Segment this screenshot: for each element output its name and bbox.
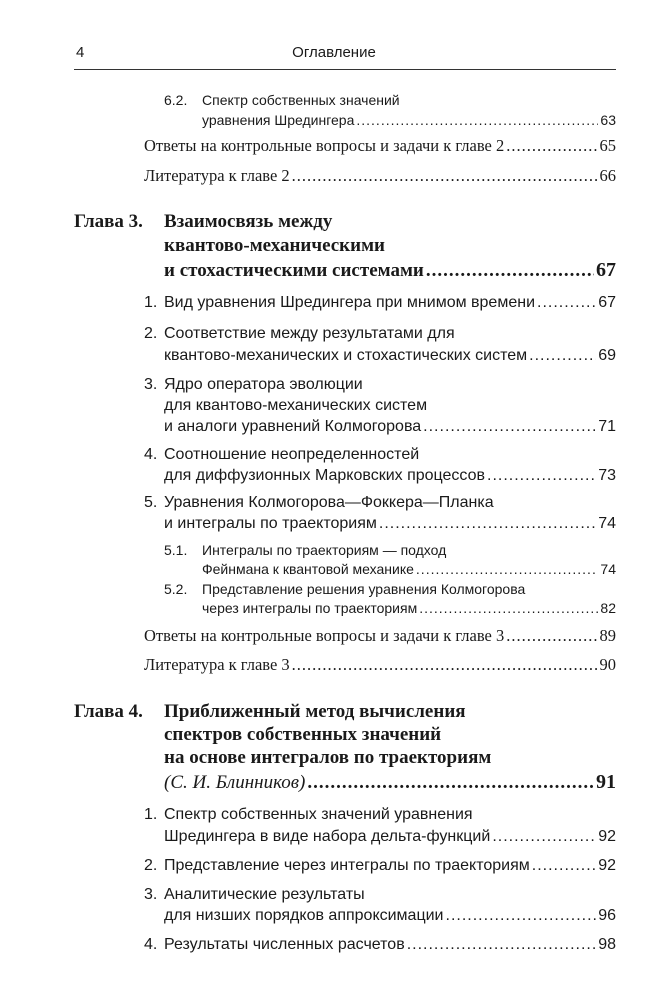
chapter-title-line: Приближенный метод вычисления <box>164 701 466 722</box>
chapter-title-line: спектров собственных значений <box>164 724 442 745</box>
entry-title-line: и аналоги уравнений Колмогорова <box>164 418 422 435</box>
leader-dots <box>307 772 594 794</box>
entry-title-line: уравнения Шредингера <box>202 112 355 128</box>
entry-title-line: Вид уравнения Шредингера при мнимом времени <box>164 294 535 311</box>
entry-title-line: Представление через интегралы по траекториям <box>164 857 530 874</box>
entry-title-line: для диффузионных Марковских процессов <box>164 467 485 484</box>
entry-title-line: квантово-механических и стохастических систем <box>164 347 528 364</box>
chapter-title-line: на основе интегралов по траекториям <box>164 747 492 768</box>
chapter-title-line: Взаимосвязь между <box>164 211 333 232</box>
entry-number: 2. <box>144 325 158 342</box>
leader-dots <box>487 467 596 485</box>
entry-number: 3. <box>144 376 158 393</box>
entry-page: 74 <box>600 561 616 577</box>
leader-dots <box>416 561 599 577</box>
leader-dots <box>419 600 598 616</box>
leader-dots <box>532 857 596 875</box>
entry-title-line: Ответы на контрольные вопросы и задачи к главе 2 <box>144 136 505 155</box>
entry-page: 82 <box>600 600 616 616</box>
entry-title-line: Результаты численных расчетов <box>164 936 405 953</box>
entry-title-line: Шредингера в виде набора дельта-функций <box>164 828 491 845</box>
leader-dots <box>506 136 597 156</box>
entry-title-line: Литература к главе 2 <box>144 166 290 185</box>
leader-dots <box>506 626 597 646</box>
entry-title-line: Аналитические результаты <box>164 886 365 903</box>
header-rule <box>74 69 616 70</box>
leader-dots <box>292 166 598 186</box>
leader-dots <box>529 347 596 365</box>
chapter-label: Глава 4. <box>74 701 143 722</box>
leader-dots <box>492 828 596 846</box>
page-header <box>0 0 668 80</box>
entry-number: 4. <box>144 446 158 463</box>
entry-page: 74 <box>598 515 616 532</box>
leader-dots <box>423 418 596 436</box>
entry-page: 73 <box>598 467 616 484</box>
entry-page: 92 <box>598 857 616 874</box>
leader-dots <box>379 515 596 533</box>
entry-title-line: Спектр собственных значений уравнения <box>164 806 473 823</box>
entry-number: 5.1. <box>164 542 188 558</box>
entry-title-line: и интегралы по траекториям <box>164 515 377 532</box>
entry-page: 63 <box>600 112 616 128</box>
entry-title-line: через интегралы по траекториям <box>202 600 418 616</box>
entry-page: 65 <box>599 136 616 155</box>
entry-title-line: Интегралы по траекториям — подход <box>202 542 447 558</box>
leader-dots <box>356 112 598 128</box>
entry-page: 96 <box>598 907 616 924</box>
entry-page: 66 <box>599 166 616 185</box>
entry-number: 1. <box>144 294 158 311</box>
chapter-author: (С. И. Блинников) <box>164 772 306 793</box>
page-number: 4 <box>76 44 85 61</box>
entry-title-line: Ядро оператора эволюции <box>164 376 363 393</box>
entry-number: 5.2. <box>164 581 188 597</box>
entry-page: 92 <box>598 828 616 845</box>
entry-number: 3. <box>144 886 158 903</box>
leader-dots <box>292 655 598 675</box>
entry-title-line: Ответы на контрольные вопросы и задачи к главе 3 <box>144 626 505 645</box>
entry-page: 69 <box>598 347 616 364</box>
chapter-page: 91 <box>596 771 616 793</box>
entry-title-line: Спектр собственных значений <box>202 92 400 108</box>
chapter-label: Глава 3. <box>74 211 143 232</box>
entry-page: 98 <box>598 936 616 953</box>
entry-page: 89 <box>599 626 616 645</box>
running-title: Оглавление <box>292 44 376 61</box>
entry-title-line: Соответствие между результатами для <box>164 325 455 342</box>
leader-dots <box>446 907 597 925</box>
entry-page: 67 <box>598 294 616 311</box>
entry-page: 71 <box>598 418 616 435</box>
chapter-page: 67 <box>596 259 616 281</box>
leader-dots <box>426 260 594 282</box>
entry-number: 6.2. <box>164 92 188 108</box>
entry-title-line: Литература к главе 3 <box>144 655 290 674</box>
chapter-title-line: и стохастическими системами <box>164 260 424 281</box>
entry-title-line: для низших порядков аппроксимации <box>164 907 444 924</box>
entry-title-line: Соотношение неопределенностей <box>164 446 420 463</box>
leader-dots <box>407 936 597 954</box>
entry-title-line: для квантово-механических систем <box>164 397 428 414</box>
entry-number: 2. <box>144 857 158 874</box>
leader-dots <box>537 294 596 312</box>
entry-number: 5. <box>144 494 158 511</box>
entry-title-line: Фейнмана к квантовой механике <box>202 561 414 577</box>
entry-number: 1. <box>144 806 158 823</box>
chapter-title-line: квантово-механическими <box>164 235 385 256</box>
entry-title-line: Уравнения Колмогорова—Фоккера—Планка <box>164 494 494 511</box>
entry-number: 4. <box>144 936 158 953</box>
entry-title-line: Представление решения уравнения Колмогорова <box>202 581 526 597</box>
entry-page: 90 <box>599 655 616 674</box>
